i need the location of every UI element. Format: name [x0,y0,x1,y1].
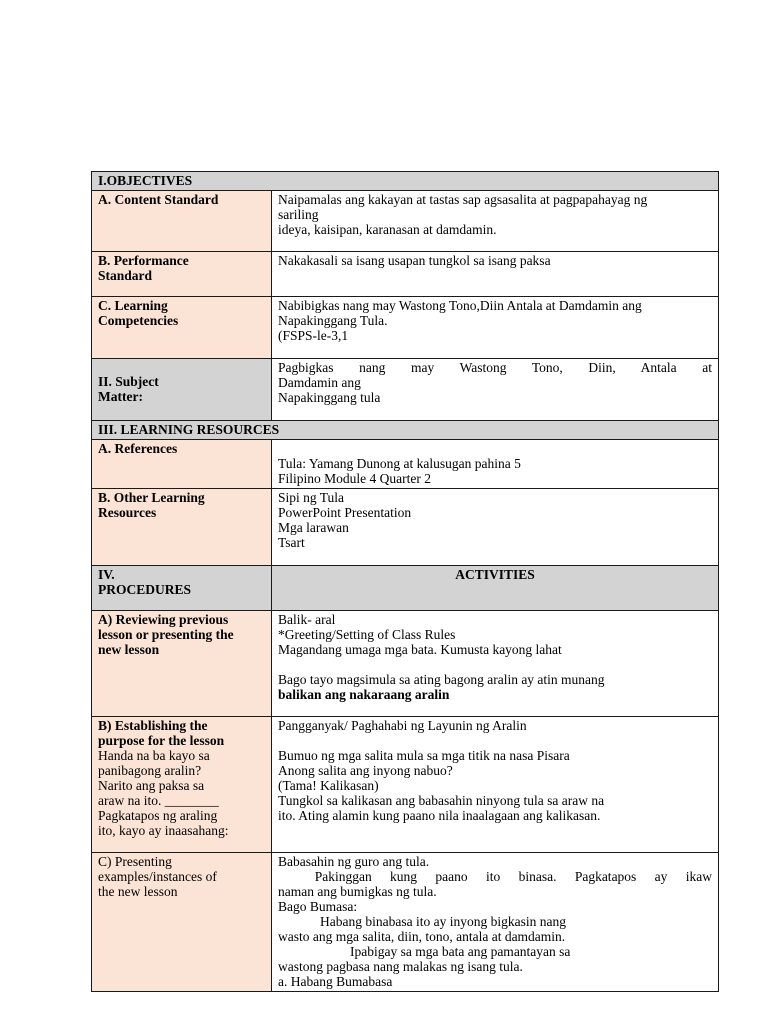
other-resources-label-line: Resources [98,505,157,520]
presenting-line: Pakinggan kung paano ito binasa. Pagkatapos ay ikaw [278,869,713,884]
learning-competencies-label-line: Competencies [98,313,179,328]
content-standard-line: Naipamalas ang kakayan at tastas sap agsasalita at pagpapahayag ng [278,192,648,207]
subject-matter-label-line: II. Subject [98,374,159,389]
presenting-line: wastong pagbasa nang malakas ng isang tula. [278,959,523,974]
performance-standard-label [92,252,272,297]
subject-matter-label [92,359,272,421]
establishing-row [92,717,719,853]
performance-standard-label-line: B. Performance [98,253,189,268]
presenting-label-line: examples/instances of [98,869,217,884]
performance-standard-line: Nakakasali sa isang usapan tungkol sa isang paksa [278,253,551,268]
establishing-label-text: araw na ito. ________ [98,793,219,808]
presenting-line: Babasahin ng guro ang tula. [278,854,430,869]
subject-matter-label-line: Matter: [98,389,143,404]
content-standard-value [272,191,719,252]
establishing-line: Bumuo ng mga salita mula sa mga titik na nasa Pisara [278,748,570,763]
learning-competencies-line: Nabibigkas nang may Wastong Tono,Diin Antala at Damdamin ang [278,298,642,313]
presenting-row [92,853,719,992]
procedures-label [92,566,272,611]
establishing-label-text: Narito ang paksa sa [98,778,205,793]
establishing-label-line: purpose for the lesson [98,733,225,748]
activities-header: ACTIVITIES [272,566,719,611]
content-standard-line: ideya, kaisipan, karanasan at damdamin. [278,222,497,237]
references-value [272,440,719,489]
references-label: A. References [92,440,272,489]
establishing-label-text: ito, kayo ay inaasahang: [98,823,229,838]
content-standard-line: sariling [278,207,319,222]
references-line: Tula: Yamang Dunong at kalusugan pahina 5 [278,456,521,471]
establishing-line: Anong salita ang inyong nabuo? [278,763,453,778]
establishing-value [272,717,719,853]
presenting-line: wasto ang mga salita, diin, tono, antala at damdamin. [278,929,566,944]
presenting-line: Habang binabasa ito ay inyong bigkasin nang [320,914,566,929]
learning-competencies-label-line: C. Learning [98,298,168,313]
establishing-label-text: panibagong aralin? [98,763,202,778]
reviewing-label-line: lesson or presenting the [98,627,234,642]
establishing-line: Pangganyak/ Paghahabi ng Layunin ng Aralin [278,718,527,733]
presenting-line: a. Habang Bumabasa [278,974,393,989]
learning-competencies-line: (FSPS-le-3,1 [278,328,349,343]
learning-competencies-line: Napakinggang Tula. [278,313,388,328]
subject-matter-line: Damdamin ang [278,375,361,390]
subject-matter-value [272,359,719,421]
other-resources-line: PowerPoint Presentation [278,505,412,520]
learning-competencies-value [272,297,719,359]
content-standard-label: A. Content Standard [92,191,272,252]
presenting-value [272,853,719,992]
presenting-line: Ipabigay sa mga bata ang pamantayan sa [350,944,571,959]
reviewing-line: Bago tayo magsimula sa ating bagong aralin ay atin munang [278,672,605,687]
establishing-label-line: B) Establishing the [98,718,208,733]
procedures-header-row [92,566,719,611]
other-resources-line: Sipi ng Tula [278,490,345,505]
other-resources-value [272,489,719,566]
performance-standard-value [272,252,719,297]
performance-standard-label-line: Standard [98,268,153,283]
performance-standard-row [92,252,719,297]
presenting-label [92,853,272,992]
reviewing-row [92,611,719,717]
other-resources-row [92,489,719,566]
subject-matter-line: Pagbigkas nang may Wastong Tono, Diin, Antala at [278,360,713,375]
subject-matter-line: Napakinggang tula [278,390,381,405]
presenting-line: Bago Bumasa: [278,899,358,914]
reviewing-line: Magandang umaga mga bata. Kumusta kayong lahat [278,642,562,657]
procedures-label-line: PROCEDURES [98,582,192,597]
other-resources-line: Mga larawan [278,520,349,535]
learning-competencies-row [92,297,719,359]
presenting-line: naman ang bumigkas ng tula. [278,884,437,899]
establishing-label [92,717,272,853]
other-resources-label [92,489,272,566]
learning-resources-header: III. LEARNING RESOURCES [92,421,719,440]
reviewing-line-bold: balikan ang nakaraang aralin [278,687,450,702]
establishing-label-text: Pagkatapos ng araling [98,808,218,823]
establishing-line: (Tama! Kalikasan) [278,778,379,793]
reviewing-value [272,611,719,717]
other-resources-line: Tsart [278,535,305,550]
references-line: Filipino Module 4 Quarter 2 [278,471,431,486]
other-resources-label-line: B. Other Learning [98,490,205,505]
reviewing-label [92,611,272,717]
establishing-label-text: Handa na ba kayo sa [98,748,210,763]
presenting-label-line: C) Presenting [98,854,172,869]
objectives-header: I.OBJECTIVES [92,172,719,191]
lesson-plan-table [91,171,719,992]
objectives-header-row [92,172,719,191]
learning-competencies-label [92,297,272,359]
learning-resources-header-row [92,421,719,440]
presenting-label-line: the new lesson [98,884,178,899]
reviewing-line: Balik- aral [278,612,336,627]
subject-matter-row [92,359,719,421]
procedures-label-line: IV. [98,567,115,582]
reviewing-label-line: A) Reviewing previous [98,612,229,627]
establishing-line: ito. Ating alamin kung paano nila inaalagaan ang kalikasan. [278,808,601,823]
reviewing-label-line: new lesson [98,642,160,657]
establishing-line: Tungkol sa kalikasan ang babasahin ninyong tula sa araw na [278,793,605,808]
references-row [92,440,719,489]
reviewing-line: *Greeting/Setting of Class Rules [278,627,456,642]
content-standard-row [92,191,719,252]
